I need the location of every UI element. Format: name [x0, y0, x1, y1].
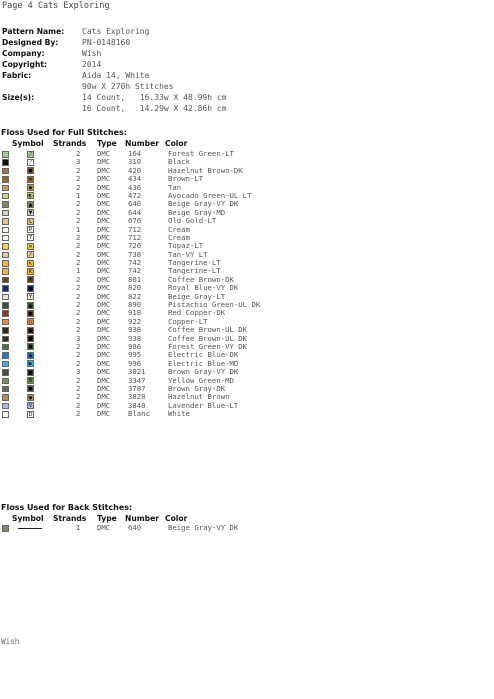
- floss-type: DMC: [97, 165, 111, 175]
- color-swatch: [2, 168, 9, 175]
- color-swatch: [2, 243, 9, 250]
- floss-type: DMC: [97, 358, 111, 368]
- floss-row: [0, 158, 300, 166]
- floss-number: 164: [128, 149, 142, 158]
- floss-number: 434: [128, 174, 142, 184]
- floss-strands: 2: [76, 325, 81, 335]
- floss-strands: 2: [76, 258, 81, 268]
- floss-color-name: Tangerine-LT: [168, 266, 221, 276]
- full-stitches-title: Floss Used for Full Stitches:: [1, 128, 127, 137]
- floss-type: DMC: [97, 367, 111, 377]
- floss-type: DMC: [97, 241, 111, 251]
- floss-row: [0, 351, 300, 359]
- floss-strands: 2: [76, 283, 81, 293]
- stitch-symbol-icon: ●: [28, 336, 33, 343]
- stitch-symbol-icon: ■: [28, 344, 33, 351]
- stitch-symbol-icon: K: [28, 268, 33, 275]
- floss-color-name: Forest Green-VY DK: [168, 341, 248, 351]
- full-table-header: [12, 139, 312, 149]
- floss-row: [0, 259, 300, 267]
- floss-number: 3828: [128, 392, 146, 402]
- stitch-symbol-icon: ◆: [28, 394, 33, 401]
- floss-row: [0, 284, 300, 292]
- floss-color-name: Tan: [168, 182, 182, 192]
- pattern-info: [2, 26, 227, 114]
- floss-type: DMC: [97, 157, 111, 167]
- floss-strands: 2: [76, 249, 81, 259]
- floss-strands: 3: [76, 333, 81, 343]
- color-swatch: [2, 394, 9, 401]
- floss-color-name: Lavender Blue-LT: [168, 400, 239, 410]
- color-swatch: [2, 319, 9, 326]
- floss-strands: 2: [76, 207, 81, 217]
- floss-strands: 2: [76, 308, 81, 318]
- floss-strands: 2: [76, 165, 81, 175]
- color-swatch: [2, 193, 9, 200]
- floss-strands: 2: [76, 350, 81, 360]
- color-swatch: [2, 185, 9, 192]
- floss-strands: 2: [76, 392, 81, 402]
- stitch-symbol-icon: ■: [28, 285, 33, 292]
- floss-row: [0, 385, 300, 393]
- info-row: [2, 81, 227, 92]
- stitch-symbol-icon: ↖: [28, 260, 33, 267]
- floss-strands: 1: [76, 190, 81, 200]
- floss-color-name: Topaz-LT: [168, 241, 204, 251]
- floss-type: DMC: [97, 291, 111, 301]
- color-swatch: [2, 176, 9, 183]
- info-label: Fabric:: [2, 71, 32, 80]
- floss-type: DMC: [97, 300, 111, 310]
- floss-type: DMC: [97, 258, 111, 268]
- info-row: [2, 103, 227, 114]
- back-stitches-title: Floss Used for Back Stitches:: [1, 503, 133, 512]
- back-table-header: [12, 514, 312, 524]
- floss-type: DMC: [97, 316, 111, 326]
- stitch-symbol-icon: ▼: [28, 210, 33, 217]
- info-value: 16 Count, 14.29w X 42.86h cm: [82, 104, 227, 113]
- floss-strands: 2: [76, 149, 81, 158]
- color-swatch: [2, 344, 9, 351]
- floss-number: 996: [128, 358, 142, 368]
- floss-color-name: Black: [168, 157, 190, 167]
- color-swatch: [2, 294, 9, 301]
- floss-strands: 2: [76, 199, 81, 209]
- info-value: PN-0148160: [82, 38, 131, 47]
- floss-type: DMC: [97, 207, 111, 217]
- floss-color-name: Forest Green-LT: [168, 149, 234, 158]
- floss-strands: 2: [76, 274, 81, 284]
- info-row: [2, 48, 227, 59]
- floss-strands: 2: [76, 400, 81, 410]
- floss-color-name: Yellow Green-MD: [168, 375, 234, 385]
- floss-strands: 3: [76, 157, 81, 167]
- floss-color-name: Brown Gray-VY DK: [168, 367, 239, 377]
- floss-row: [0, 192, 300, 200]
- floss-number: 676: [128, 216, 142, 226]
- floss-number: 3787: [128, 383, 146, 393]
- floss-row: [0, 360, 300, 368]
- floss-color-name: Coffee Brown-UL DK: [168, 325, 248, 335]
- info-value: Wish: [82, 49, 102, 58]
- back-floss-row: [0, 524, 300, 532]
- floss-number: Blanc: [128, 409, 150, 419]
- color-swatch: [2, 201, 9, 208]
- info-value: 14 Count, 16.33w X 48.99h cm: [82, 93, 227, 102]
- stitch-symbol-icon: B: [28, 378, 33, 385]
- floss-color-name: Beige Gray-VY DK: [168, 199, 239, 209]
- floss-type: DMC: [97, 266, 111, 276]
- stitch-symbol-icon: P: [28, 227, 32, 234]
- floss-type: DMC: [97, 199, 111, 209]
- color-swatch: [2, 327, 9, 334]
- floss-strands: 2: [76, 182, 81, 192]
- floss-color-name: Red Copper-DK: [168, 308, 226, 318]
- floss-number: 738: [128, 249, 142, 259]
- header-type: Type: [97, 514, 117, 523]
- info-value: Aida 14, White: [82, 71, 150, 80]
- floss-color-name: Hazelnut Brown: [168, 392, 230, 402]
- color-swatch: [2, 310, 9, 317]
- floss-number: 918: [128, 308, 142, 318]
- floss-strands: 1: [76, 224, 81, 234]
- floss-number: 986: [128, 341, 142, 351]
- floss-type: DMC: [97, 341, 111, 351]
- stitch-symbol-icon: ■: [28, 386, 33, 393]
- floss-strands: 2: [76, 316, 81, 326]
- header-number: Number: [125, 139, 160, 148]
- page-title: Page 4 Cats Exploring: [2, 1, 110, 11]
- info-label: Company:: [2, 49, 45, 58]
- floss-row: [0, 309, 300, 317]
- floss-type: DMC: [97, 325, 111, 335]
- floss-strands: 2: [76, 174, 81, 184]
- floss-strands: 2: [76, 232, 81, 242]
- floss-row: [0, 402, 300, 410]
- stitch-symbol-icon: ✕: [28, 277, 33, 284]
- floss-type: DMC: [97, 216, 111, 226]
- floss-number: 310: [128, 157, 142, 167]
- floss-color-name: Cream: [168, 232, 190, 242]
- floss-color-name: Old Gold-LT: [168, 216, 217, 226]
- stitch-symbol-icon: ◆: [28, 352, 33, 359]
- floss-color-name: Royal Blue-VY DK: [168, 283, 239, 293]
- floss-row: [0, 318, 300, 326]
- floss-row: [0, 343, 300, 351]
- floss-strands: 2: [76, 341, 81, 351]
- floss-strands: 2: [76, 216, 81, 226]
- color-swatch: [2, 210, 9, 217]
- floss-row: [0, 267, 300, 275]
- info-row: [2, 37, 227, 48]
- stitch-symbol-icon: D: [28, 411, 33, 418]
- floss-color-name: Electric Blue-DK: [168, 350, 239, 360]
- floss-strands: 2: [76, 241, 81, 251]
- floss-number: 742: [128, 266, 142, 276]
- floss-row: [0, 209, 300, 217]
- color-swatch: [2, 151, 9, 158]
- header-color: Color: [165, 514, 188, 523]
- floss-number: 995: [128, 350, 142, 360]
- stitch-symbol-icon: ■: [28, 310, 33, 317]
- floss-row: [0, 301, 300, 309]
- floss-row: [0, 393, 300, 401]
- floss-type: DMC: [97, 383, 111, 393]
- floss-number: 922: [128, 316, 142, 326]
- header-symbol: Symbol: [12, 139, 44, 148]
- color-swatch: [2, 218, 9, 225]
- floss-color-name: Beige Gray-LT: [168, 291, 226, 301]
- info-row: [2, 26, 227, 37]
- floss-color-name: Brown-LT: [168, 174, 204, 184]
- floss-type: DMC: [97, 375, 111, 385]
- floss-strands: 1: [76, 266, 81, 276]
- floss-color-name: Copper-LT: [168, 316, 208, 326]
- info-label: [2, 81, 82, 92]
- color-swatch: [2, 235, 9, 242]
- header-type: Type: [97, 139, 117, 148]
- floss-row: [0, 410, 300, 418]
- floss-strands: 2: [76, 358, 81, 368]
- stitch-symbol-icon: 7: [28, 235, 33, 242]
- floss-row: [0, 377, 300, 385]
- info-label: Copyright:: [2, 60, 48, 69]
- info-label: Designed By:: [2, 38, 59, 47]
- stitch-symbol-icon: ⁄: [27, 151, 34, 158]
- header-number: Number: [125, 514, 160, 523]
- floss-color-name: Coffee Brown-UL DK: [168, 333, 248, 343]
- floss-strands: 2: [76, 383, 81, 393]
- stitch-symbol-icon: ⁄: [27, 251, 34, 258]
- floss-row: [0, 167, 300, 175]
- floss-row: [0, 368, 300, 376]
- floss-color-name: Cream: [168, 224, 190, 234]
- stitch-symbol-icon: ✕: [28, 243, 33, 250]
- floss-type: DMC: [97, 350, 111, 360]
- color-swatch: [2, 386, 9, 393]
- floss-strands: 2: [76, 375, 81, 385]
- color-swatch: [2, 361, 9, 368]
- floss-color-name: Beige Gray-VY DK: [168, 523, 239, 532]
- color-swatch: [2, 252, 9, 259]
- header-color: Color: [165, 139, 188, 148]
- floss-color-name: Electric Blue-MD: [168, 358, 239, 368]
- stitch-symbol-icon: L: [27, 218, 34, 225]
- floss-row: [0, 184, 300, 192]
- floss-strands: 2: [76, 409, 81, 419]
- info-label: [2, 103, 82, 114]
- floss-color-name: Tangerine-LT: [168, 258, 221, 268]
- floss-strands: 2: [76, 300, 81, 310]
- color-swatch: [2, 159, 9, 166]
- color-swatch: [2, 411, 9, 418]
- floss-color-name: Coffee Brown-DK: [168, 274, 234, 284]
- floss-type: DMC: [97, 409, 111, 419]
- floss-type: DMC: [97, 190, 111, 200]
- stitch-symbol-icon: ■: [28, 369, 33, 376]
- floss-color-name: Avocado Green-UL LT: [168, 190, 252, 200]
- floss-color-name: Tan-VY LT: [168, 249, 208, 259]
- color-swatch: [2, 285, 9, 292]
- back-floss-table: [0, 524, 300, 532]
- floss-number: 712: [128, 224, 142, 234]
- floss-color-name: Pistachio Green-UL DK: [168, 300, 261, 310]
- floss-number: 820: [128, 283, 142, 293]
- info-row: [2, 70, 227, 81]
- floss-type: DMC: [97, 333, 111, 343]
- color-swatch: [2, 260, 9, 267]
- stitch-symbol-icon: ◇: [28, 319, 33, 326]
- info-label: Pattern Name:: [2, 27, 65, 36]
- info-label: Size(s):: [2, 93, 35, 102]
- floss-number: 938: [128, 325, 142, 335]
- floss-number: 472: [128, 190, 142, 200]
- floss-type: DMC: [97, 174, 111, 184]
- floss-number: 644: [128, 207, 142, 217]
- stitch-symbol-icon: ◆: [28, 327, 33, 334]
- floss-type: DMC: [97, 274, 111, 284]
- color-swatch: [2, 352, 9, 359]
- stitch-symbol-icon: ▶: [28, 361, 33, 368]
- info-row: [2, 92, 227, 103]
- backstitch-line-icon: [18, 528, 42, 530]
- color-swatch: [2, 277, 9, 284]
- floss-type: DMC: [97, 523, 111, 532]
- floss-type: DMC: [97, 249, 111, 259]
- info-value: 2014: [82, 60, 102, 69]
- stitch-symbol-icon: ◐: [28, 193, 33, 200]
- floss-row: [0, 226, 300, 234]
- footer-company: Wish: [1, 637, 20, 646]
- header-strands: Strands: [53, 514, 87, 523]
- stitch-symbol-icon: Y: [28, 294, 33, 301]
- floss-row: [0, 326, 300, 334]
- floss-number: 712: [128, 232, 142, 242]
- floss-type: DMC: [97, 232, 111, 242]
- floss-number: 890: [128, 300, 142, 310]
- stitch-symbol-icon: ▲: [28, 201, 33, 208]
- floss-type: DMC: [97, 283, 111, 293]
- floss-color-name: Brown Gray-DK: [168, 383, 226, 393]
- stitch-symbol-icon: ■: [28, 168, 33, 175]
- floss-number: 640: [128, 199, 142, 209]
- floss-type: DMC: [97, 224, 111, 234]
- floss-row: [0, 251, 300, 259]
- color-swatch: [2, 403, 9, 410]
- floss-row: [0, 175, 300, 183]
- floss-row: [0, 150, 300, 158]
- floss-row: [0, 200, 300, 208]
- stitch-symbol-icon: ⁄: [27, 159, 34, 166]
- stitch-symbol-icon: V: [28, 403, 33, 410]
- floss-number: 822: [128, 291, 142, 301]
- color-swatch: [2, 227, 9, 234]
- floss-color-name: Hazelnut Brown-DK: [168, 165, 243, 175]
- floss-color-name: White: [168, 409, 190, 419]
- stitch-symbol-icon: ◆: [28, 185, 33, 192]
- floss-number: 726: [128, 241, 142, 251]
- info-value: Cats Exploring: [82, 27, 150, 36]
- floss-number: 3347: [128, 375, 146, 385]
- stitch-symbol-icon: ▲: [28, 302, 33, 309]
- floss-number: 742: [128, 258, 142, 268]
- floss-row: [0, 276, 300, 284]
- floss-color-name: Beige Gray-MD: [168, 207, 226, 217]
- color-swatch: [2, 369, 9, 376]
- color-swatch: [2, 525, 9, 532]
- floss-type: DMC: [97, 308, 111, 318]
- floss-type: DMC: [97, 149, 111, 158]
- floss-number: 801: [128, 274, 142, 284]
- color-swatch: [2, 268, 9, 275]
- floss-number: 3021: [128, 367, 146, 377]
- header-strands: Strands: [53, 139, 87, 148]
- floss-number: 640: [128, 523, 142, 532]
- floss-row: [0, 217, 300, 225]
- floss-number: 938: [128, 333, 142, 343]
- floss-row: [0, 335, 300, 343]
- floss-type: DMC: [97, 400, 111, 410]
- stitch-symbol-icon: ✕: [28, 176, 33, 183]
- color-swatch: [2, 302, 9, 309]
- floss-strands: 2: [76, 291, 81, 301]
- full-floss-table: [0, 150, 300, 419]
- floss-strands: 1: [76, 523, 81, 532]
- color-swatch: [2, 336, 9, 343]
- floss-number: 436: [128, 182, 142, 192]
- floss-strands: 3: [76, 367, 81, 377]
- info-value: 90w X 270h Stitches: [82, 82, 174, 91]
- header-symbol: Symbol: [12, 514, 44, 523]
- floss-number: 3840: [128, 400, 146, 410]
- color-swatch: [2, 378, 9, 385]
- floss-row: [0, 234, 300, 242]
- floss-row: [0, 242, 300, 250]
- floss-number: 420: [128, 165, 142, 175]
- floss-type: DMC: [97, 182, 111, 192]
- floss-type: DMC: [97, 392, 111, 402]
- info-row: [2, 59, 227, 70]
